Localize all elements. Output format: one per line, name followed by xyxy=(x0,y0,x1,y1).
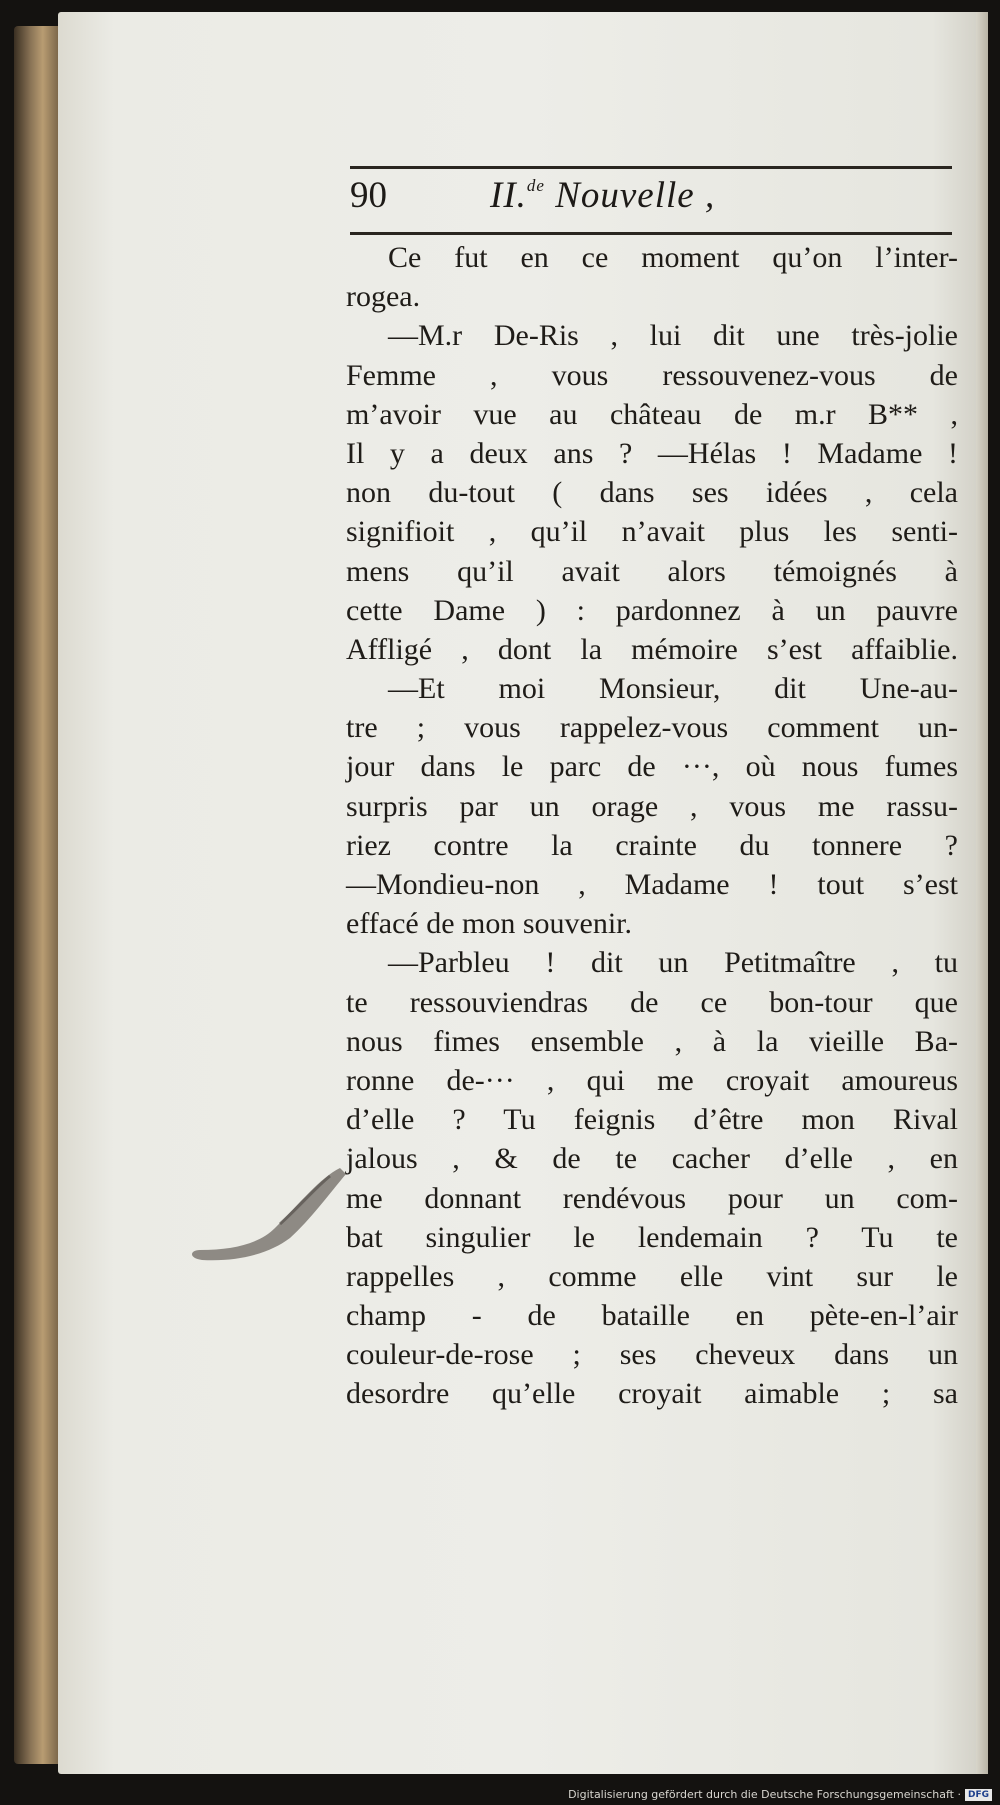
page-number: 90 xyxy=(350,175,387,216)
header-bottom-rule xyxy=(350,232,952,235)
credit-text: Digitalisierung gefördert durch die Deutsche Forschungsgemeinschaft · xyxy=(568,1788,961,1801)
ink-stain-mark xyxy=(180,1158,350,1268)
text-line: rogea. xyxy=(346,280,421,314)
digitization-credit xyxy=(568,1788,992,1801)
text-line: —Parbleu ! dit un Petitmaître , tu xyxy=(388,946,958,980)
text-line: Femme , vous ressouvenez-vous de xyxy=(346,358,958,392)
text-line: tre ; vous rappelez-vous comment un- xyxy=(346,711,958,745)
text-line: —Et moi Monsieur, dit Une-au- xyxy=(388,672,958,706)
text-line: signifioit , qu’il n’avait plus les senti- xyxy=(346,515,958,549)
running-title xyxy=(490,174,715,217)
text-line: effacé de mon souvenir. xyxy=(346,907,633,941)
text-line: d’elle ? Tu feignis d’être mon Rival xyxy=(346,1103,958,1137)
page-edge xyxy=(976,12,988,1774)
text-line: cette Dame ) : pardonnez à un pauvre xyxy=(346,593,958,627)
text-line: desordre qu’elle croyait aimable ; sa xyxy=(346,1377,958,1411)
text-line: ronne de-··· , qui me croyait amoureus xyxy=(346,1063,958,1097)
running-header xyxy=(350,172,952,230)
book-spine xyxy=(14,26,62,1764)
text-line: riez contre la crainte du tonnere ? xyxy=(346,828,958,862)
text-line: jalous , & de te cacher d’elle , en xyxy=(346,1142,958,1176)
body-text xyxy=(346,238,958,1414)
text-line: Ce fut en ce moment qu’on l’inter- xyxy=(388,241,958,274)
header-top-rule xyxy=(350,166,952,169)
running-title-prefix: II. xyxy=(490,175,527,216)
text-line: nous fimes ensemble , à la vieille Ba- xyxy=(346,1024,958,1058)
text-line: non du-tout ( dans ses idées , cela xyxy=(346,476,958,510)
text-line: —Mondieu-non , Madame ! tout s’est xyxy=(346,868,958,901)
text-line: surpris par un orage , vous me rassu- xyxy=(346,789,958,823)
running-title-superscript: de xyxy=(526,176,545,195)
text-line: Affligé , dont la mémoire s’est affaiblie. xyxy=(346,632,958,666)
text-line: couleur-de-rose ; ses cheveux dans un xyxy=(346,1338,958,1372)
text-line: Il y a deux ans ? —Hélas ! Madame ! xyxy=(346,436,958,470)
text-line: mens qu’il avait alors témoignés à xyxy=(346,554,958,588)
text-line: —M.r De-Ris , lui dit une très-jolie xyxy=(388,319,958,353)
text-line: rappelles , comme elle vint sur le xyxy=(346,1259,958,1293)
text-line: te ressouviendras de ce bon-tour que xyxy=(346,985,958,1019)
text-line: me donnant rendévous pour un com- xyxy=(346,1181,958,1215)
dfg-logo: DFG xyxy=(965,1789,992,1801)
text-line: m’avoir vue au château de m.r B** , xyxy=(346,397,958,431)
text-line: jour dans le parc de ···, où nous fumes xyxy=(346,750,958,784)
running-title-rest: Nouvelle , xyxy=(555,175,716,216)
text-line: champ - de bataille en pète-en-l’air xyxy=(346,1299,958,1333)
text-line: bat singulier le lendemain ? Tu te xyxy=(346,1220,958,1254)
